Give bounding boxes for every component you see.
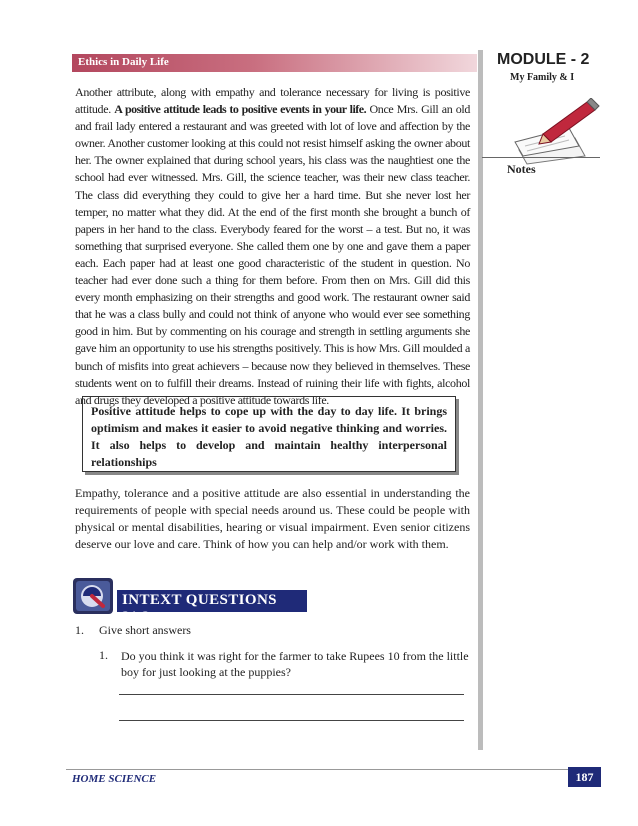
- para1-text-a: Another attribute, along with empathy and tolerance necessary for living is positive attitude.: [75, 85, 470, 117]
- question-number: 1.: [75, 623, 84, 637]
- notes-label: Notes: [507, 162, 536, 176]
- section-header-tab: [72, 54, 477, 72]
- footer-subject: HOME SCIENCE: [72, 773, 157, 785]
- module-subtitle: My Family & I: [510, 72, 575, 83]
- footer-divider: [66, 769, 568, 770]
- intext-questions-title: INTEXT QUESTIONS 21.2: [122, 592, 277, 625]
- section-header-label: Ethics in Daily Life: [78, 56, 169, 68]
- answer-line: [119, 694, 464, 695]
- intext-questions-banner: [117, 590, 307, 625]
- para1-bold-text: A positive attitude leads to positive events in your life.: [114, 102, 367, 117]
- highlight-text: Positive attitude helps to cope up with the day to day life. It brings optimism and makes it easier to avoid negative thinking and worries. It also helps to develop and maintain healthy interpersonal relationships: [91, 404, 447, 469]
- module-label: MODULE - 2: [497, 51, 590, 68]
- notes-pencil-icon: [505, 98, 605, 166]
- body-paragraph-1: [75, 84, 470, 409]
- body-paragraph-2: Empathy, tolerance and a positive attitude are also essential in understanding the requirements of people with special needs around us. These could be people with physical or mental disabilities, hearing or visual impairment. Even senior citizens deserve our love and care. Think of how you can help and/or work with them.: [75, 486, 470, 551]
- intext-questions-icon: [73, 578, 113, 614]
- sidebar-divider: [478, 50, 483, 750]
- page-number: 187: [568, 767, 601, 787]
- question-text: Give short answers: [99, 623, 191, 637]
- para1-text-b: Once Mrs. Gill an old and frail lady entered a restaurant and was greeted with lot of love and affection by the owner. Another customer looking at this could not resist himself asking the owner about her. The owner explained that during school years, his class was the naughtiest one the school had ever witnessed. Mrs. Gill, the science teacher, was their new class teacher. The class did everything they could to give her a hard time. But she never lost her temper, no matter what they did. At the end of the first month she brought a bunch of papers in her hand to the class. Everybody feared for the worst – a test. But no, it was something that surprised everyone. She called them one by one and gave them a paper each. Each paper had at least one good characteristic of the student in question. No teacher had ever done such a thing for them before. From then on Mrs. Gill did this every month emphasizing on their strengths and good work. The restaurant owner said that he was a class bully and could not think of anyone who would ever see something good in him. But by commenting on his courage and strength in settling arguments she gave him an opportunity to use his strengths positively. This is how Mrs. Gill moulded a bunch of misfits into great achievers – because now they believed in themselves. These students went on to fulfill their dreams. Instead of ruining their life with fights, alcohol and drugs they developed a positive attitude towards life.: [75, 102, 470, 407]
- subquestion-text: Do you think it was right for the farmer to take Rupees 10 from the little boy for just looking at the puppies?: [121, 649, 469, 679]
- notes-divider: [482, 157, 600, 158]
- subquestion-number: 1.: [99, 648, 108, 662]
- highlight-box: [82, 396, 456, 472]
- answer-line: [119, 720, 464, 721]
